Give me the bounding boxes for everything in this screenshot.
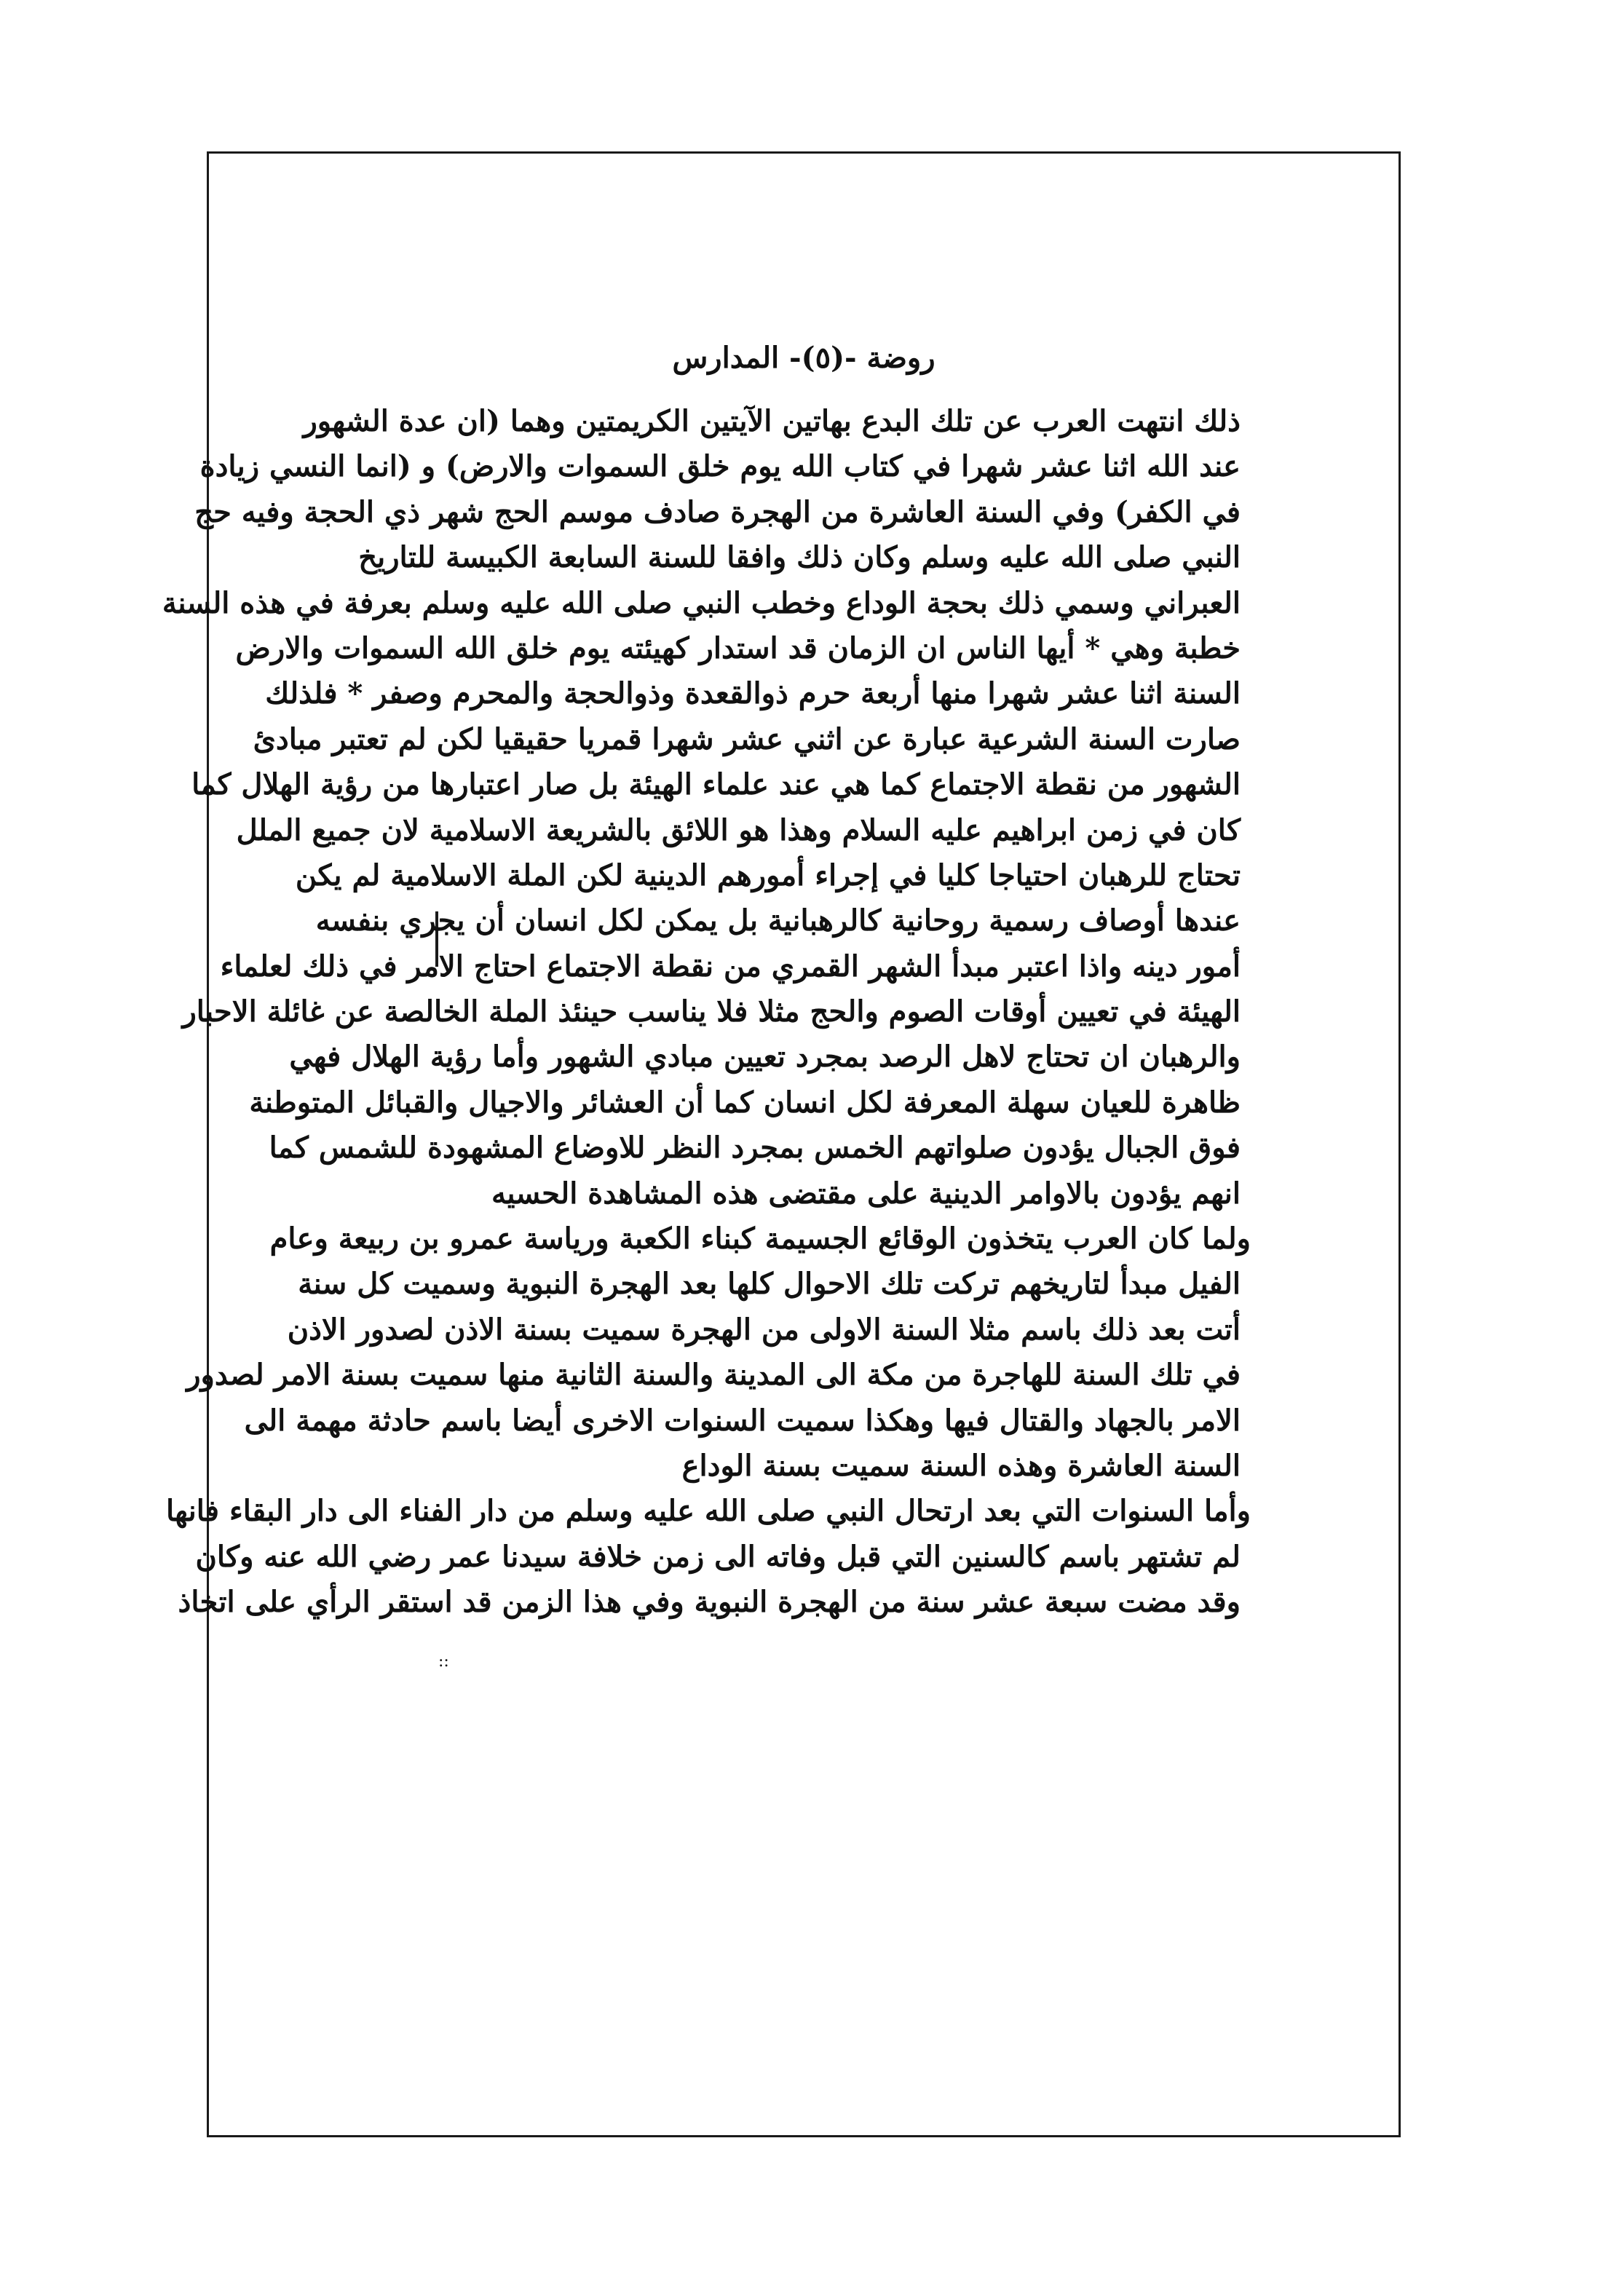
paragraph-start-line: وأما السنوات التي بعد ارتحال النبي صلى الله عليه وسلم من دار الفناء الى دار البقاء فانها <box>165 1494 1251 1529</box>
text-line: فوق الجبال يؤدون صلواتهم الخمس بمجرد النظر للاوضاع المشهودة للشمس كما <box>269 1131 1241 1165</box>
text-line: الامر بالجهاد والقتال فيها وهكذا سميت السنوات الاخرى أيضا باسم حادثة مهمة الى <box>244 1403 1241 1438</box>
text-line: كان في زمن ابراهيم عليه السلام وهذا هو اللائق بالشريعة الاسلامية لان جميع الملل <box>236 812 1241 847</box>
text-line: صارت السنة الشرعية عبارة عن اثني عشر شهرا قمريا حقيقيا لكن لم تعتبر مبادئ <box>253 721 1241 756</box>
text-line: في الكفر) وفي السنة العاشرة من الهجرة صادف موسم الحج شهر ذي الحجة وفيه حج <box>194 494 1241 529</box>
text-line: انهم يؤدون بالاوامر الدينية على مقتضى هذه المشاهدة الحسيه <box>491 1176 1241 1211</box>
text-line: والرهبان ان تحتاج لاهل الرصد بمجرد تعيين مبادي الشهور وأما رؤية الهلال فهي <box>289 1040 1241 1074</box>
text-line: النبي صلى الله عليه وسلم وكان ذلك وافقا للسنة السابعة الكبيسة للتاريخ <box>358 540 1241 575</box>
text-line: في تلك السنة للهاجرة من مكة الى المدينة والسنة الثانية منها سميت بسنة الامر لصدور <box>186 1358 1241 1393</box>
text-line: ظاهرة للعيان سهلة المعرفة لكل انسان كما أن العشائر والاجيال والقبائل المتوطنة <box>249 1085 1241 1120</box>
text-line: خطبة وهي * أيها الناس ان الزمان قد استدار كهيئته يوم خلق الله السموات والارض <box>235 630 1241 665</box>
text-line: أمور دينه واذا اعتبر مبدأ الشهر القمري من نقطة الاجتماع احتاج الامر في ذلك لعلماء <box>220 949 1241 983</box>
paragraph-start-line: ولما كان العرب يتخذون الوقائع الجسيمة كبناء الكعبة ورياسة عمرو بن ربيعة وعام <box>269 1222 1251 1256</box>
text-line: السنة اثنا عشر شهرا منها أربعة حرم ذوالقعدة وذوالحجة والمحرم وصفر * فلذلك <box>265 676 1241 711</box>
text-line: أتت بعد ذلك باسم مثلا السنة الاولى من الهجرة سميت بسنة الاذن لصدور الاذن <box>287 1312 1241 1347</box>
text-line: لم تشتهر باسم كالسنين التي قبل وفاته الى زمن خلافة سيدنا عمر رضي الله عنه وكان <box>195 1539 1241 1574</box>
text-line: عندها أوصاف رسمية روحانية كالرهبانية بل يمكن لكل انسان أن يجري بنفسه <box>315 903 1241 938</box>
text-line: تحتاج للرهبان احتياجا كليا في إجراء أمورهم الدينية لكن الملة الاسلامية لم يكن <box>295 858 1241 892</box>
text-line: الفيل مبدأ لتاريخهم تركت تلك الاحوال كلها بعد الهجرة النبوية وسميت كل سنة <box>298 1267 1241 1302</box>
text-line: ذلك انتهت العرب عن تلك البدع بهاتين الآيتين الكريمتين وهما (ان عدة الشهور <box>303 404 1241 438</box>
body-text <box>162 399 1251 1626</box>
text-line: عند الله اثنا عشر شهرا في كتاب الله يوم خلق السموات والارض) و (انما النسي زيادة <box>199 449 1241 484</box>
text-line: الهيئة في تعيين أوقات الصوم والحج مثلا فلا يناسب حينئذ الملة الخالصة عن غائلة الاحبار <box>182 994 1241 1029</box>
corner-mark: :: <box>438 1652 449 1671</box>
text-line: السنة العاشرة وهذه السنة سميت بسنة الوداع <box>681 1448 1241 1483</box>
text-line: الشهور من نقطة الاجتماع كما هي عند علماء الهيئة بل صار اعتبارها من رؤية الهلال كما <box>191 767 1241 802</box>
running-header: روضة -(٥)- المدارس <box>672 341 935 375</box>
text-line: وقد مضت سبعة عشر سنة من الهجرة النبوية وفي هذا الزمن قد استقر الرأي على اتخاذ <box>178 1585 1241 1620</box>
text-line: العبراني وسمي ذلك بحجة الوداع وخطب النبي صلى الله عليه وسلم بعرفة في هذه السنة <box>162 585 1241 620</box>
